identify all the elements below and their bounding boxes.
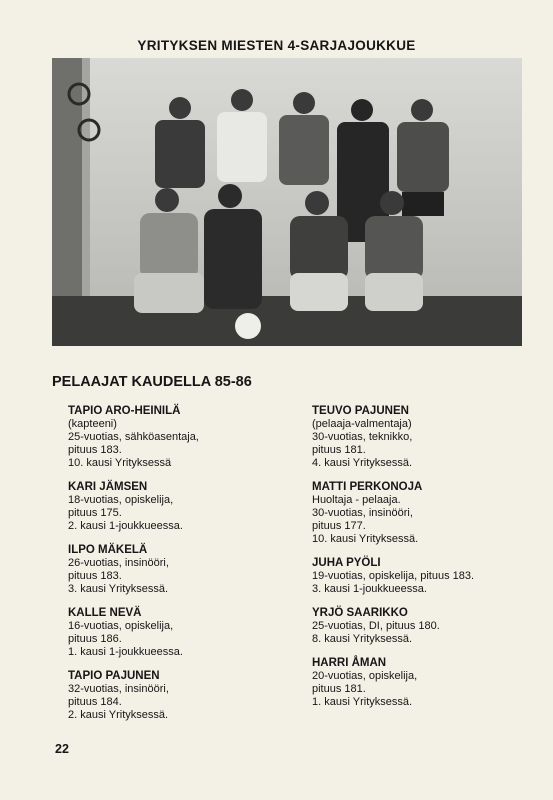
player-detail: 25-vuotias, DI, pituus 180. xyxy=(312,620,440,632)
player-name: KALLE NEVÄ xyxy=(68,607,142,619)
player-entry xyxy=(68,481,303,533)
player-entry xyxy=(312,607,547,646)
player-entry xyxy=(68,544,303,596)
player-name: YRJÖ SAARIKKO xyxy=(312,607,408,619)
player-detail: 4. kausi Yrityksessä. xyxy=(312,457,413,469)
player-detail: 2. kausi Yrityksessä. xyxy=(68,709,169,721)
player-detail: 30-vuotias, teknikko, xyxy=(312,431,413,443)
player-detail: 18-vuotias, opiskelija, xyxy=(68,494,174,506)
player-entry xyxy=(68,607,303,659)
player-detail: 3. kausi Yrityksessä. xyxy=(68,583,169,595)
player-name: KARI JÄMSEN xyxy=(68,481,148,493)
player-detail: 10. kausi Yrityksessä xyxy=(68,457,172,469)
player-entry xyxy=(312,405,547,470)
player-name: MATTI PERKONOJA xyxy=(312,481,423,493)
player-detail: 1. kausi 1-joukkueessa. xyxy=(68,646,183,658)
team-photo xyxy=(52,58,522,346)
player-detail: (pelaaja-valmentaja) xyxy=(312,418,412,430)
player-detail: 3. kausi 1-joukkueessa. xyxy=(312,583,427,595)
player-detail: 20-vuotias, opiskelija, xyxy=(312,670,418,682)
player-detail: (kapteeni) xyxy=(68,418,117,430)
player-detail: pituus 181. xyxy=(312,444,366,456)
player-name: TAPIO ARO-HEINILÄ xyxy=(68,405,181,417)
player-list-right xyxy=(312,405,547,720)
page-title: YRITYKSEN MIESTEN 4-SARJAJOUKKUE xyxy=(137,38,416,53)
player-detail: 10. kausi Yrityksessä. xyxy=(312,533,419,545)
player-name: TAPIO PAJUNEN xyxy=(68,670,160,682)
player-detail: pituus 181. xyxy=(312,683,366,695)
player-detail: 1. kausi Yrityksessä. xyxy=(312,696,413,708)
player-entry xyxy=(68,405,303,470)
player-detail: 30-vuotias, insinööri, xyxy=(312,507,413,519)
player-detail: 32-vuotias, insinööri, xyxy=(68,683,169,695)
player-entry xyxy=(68,670,303,722)
player-entry xyxy=(312,557,547,596)
player-name: HARRI ÅMAN xyxy=(312,657,387,669)
player-entry xyxy=(312,481,547,546)
player-list-left xyxy=(68,405,303,733)
player-detail: 2. kausi 1-joukkueessa. xyxy=(68,520,183,532)
section-heading: PELAAJAT KAUDELLA 85-86 xyxy=(52,374,252,390)
player-detail: pituus 183. xyxy=(68,444,122,456)
player-name: TEUVO PAJUNEN xyxy=(312,405,409,417)
player-detail: 19-vuotias, opiskelija, pituus 183. xyxy=(312,570,475,582)
player-detail: pituus 175. xyxy=(68,507,122,519)
player-detail: pituus 177. xyxy=(312,520,366,532)
player-detail: 8. kausi Yrityksessä. xyxy=(312,633,413,645)
player-detail: 16-vuotias, opiskelija, xyxy=(68,620,174,632)
player-name: ILPO MÄKELÄ xyxy=(68,544,148,556)
player-detail: pituus 184. xyxy=(68,696,122,708)
team-photo-image xyxy=(52,58,522,346)
player-detail: pituus 186. xyxy=(68,633,122,645)
player-name: JUHA PYÖLI xyxy=(312,557,381,569)
player-detail: pituus 183. xyxy=(68,570,122,582)
player-detail: 25-vuotias, sähköasentaja, xyxy=(68,431,199,443)
player-detail: Huoltaja - pelaaja. xyxy=(312,494,401,506)
player-detail: 26-vuotias, insinööri, xyxy=(68,557,169,569)
page-number: 22 xyxy=(55,742,69,756)
player-entry xyxy=(312,657,547,709)
